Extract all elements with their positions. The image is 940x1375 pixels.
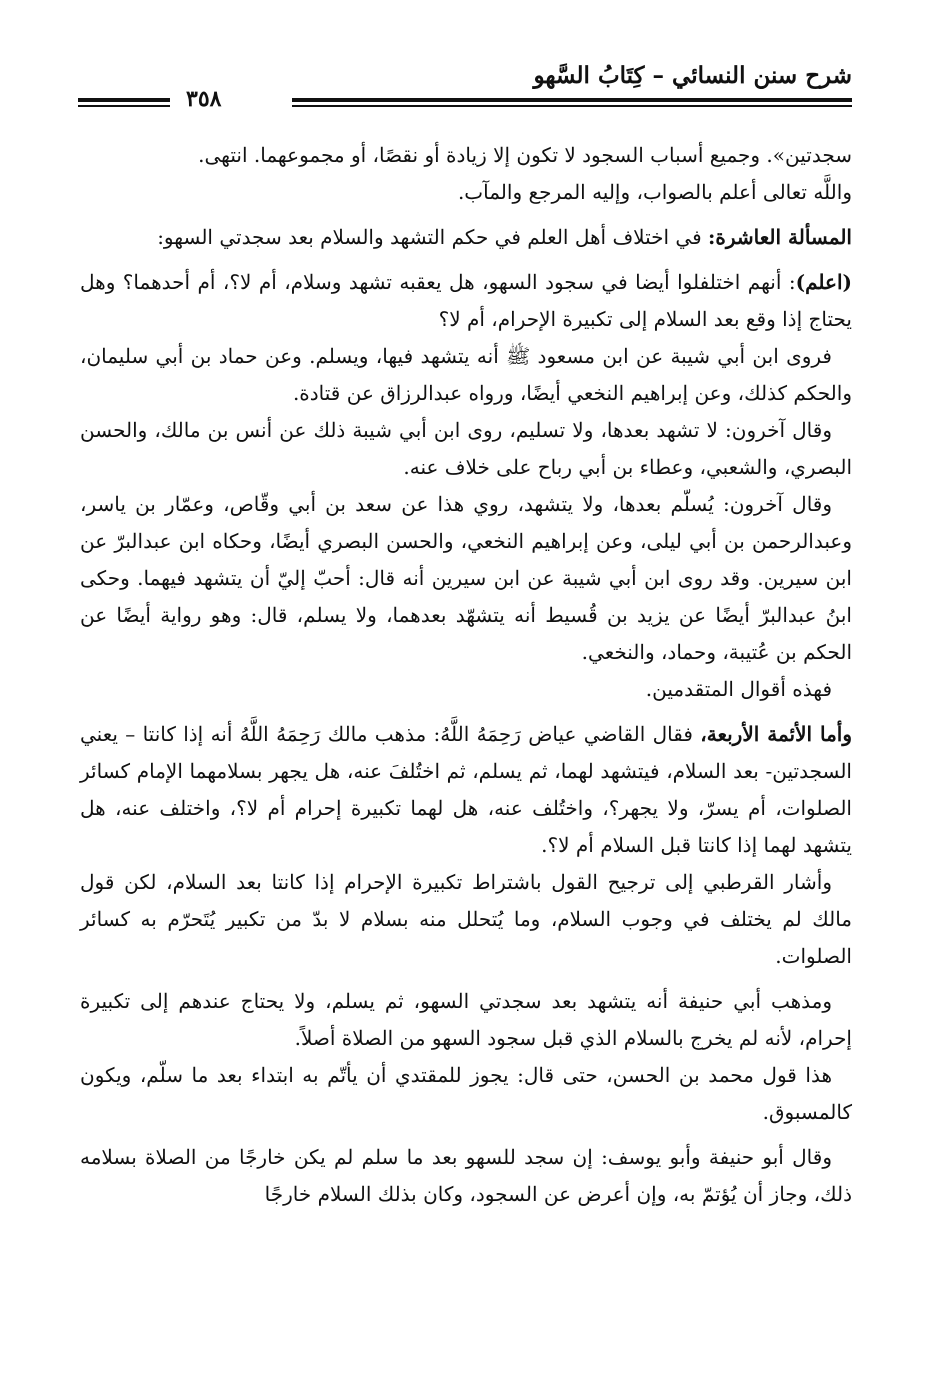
paragraph-1: سجدتين». وجميع أسباب السجود لا تكون إلا زيادة أو نقصًا، أو مجموعهما. انتهى. [198, 143, 852, 167]
lead-heading: (اعلم) [795, 270, 852, 294]
lead-heading: وأما الأئمة الأربعة، [700, 722, 853, 746]
paragraph-2: واللَّه تعالى أعلم بالصواب، وإليه المرجع والمآب. [457, 180, 852, 204]
paragraph-11: ومذهب أبي حنيفة أنه يتشهد بعد سجدتي السهو، ثم يسلم، ولا يحتاج عندهم إلى تكبيرة إحرام، لأنه لم يخرج بالسلام الذي قبل سجود السهو من الصلاة أصلاً. [80, 989, 852, 1050]
header-rule-thick [292, 98, 852, 102]
paragraph-3: المسألة العاشرة: في اختلاف أهل العلم في حكم التشهد والسلام بعد سجدتي السهو: [157, 225, 852, 249]
paragraph-12: هذا قول محمد بن الحسن، حتى قال: يجوز للمقتدي أن يأتّم به ابتداء بعد ما سلّم، ويكون كالمسبوق. [80, 1063, 852, 1124]
paragraph-8: فهذه أقوال المتقدمين. [645, 677, 832, 701]
paragraph-6: وقال آخرون: لا تشهد بعدها، ولا تسليم، روى ابن أبي شيبة ذلك عن أنس بن مالك، والحسن البصري، والشعبي، وعطاء بن أبي رباح على خلاف عنه. [80, 418, 852, 479]
page-number: ٣٥٨ [186, 86, 222, 112]
paragraph-10: وأشار القرطبي إلى ترجيح القول باشتراط تكبيرة الإحرام إذا كانتا بعد السلام، لكن قول مالك لم يختلف في وجوب السلام، وما يُتحلل منه بسلام لا بدّ من تكبير يُتَحرّم به كسائر الصلوات. [80, 870, 852, 968]
header-rule-left-thin [78, 105, 170, 107]
header-rule-left-thick [78, 98, 170, 102]
paragraph-4: (اعلم): أنهم اختلفلوا أيضا في سجود السهو، هل يعقبه تشهد وسلام، أم لا؟، أم أحدهما؟ وهل يحتاج إذا وقع بعد السلام إلى تكبيرة الإحرام، أم لا؟ [80, 270, 852, 331]
running-title: شرح سنن النسائي – كِتَابُ السَّهو [533, 62, 852, 89]
paragraph-13: وقال أبو حنيفة وأبو يوسف: إن سجد للسهو بعد ما سلم لم يكن خارجًا من الصلاة بسلامه ذلك، وجاز أن يُؤتمّ به، وإن أعرض عن السجود، وكان بذلك السلام خارجًا [80, 1145, 852, 1206]
paragraph-9: وأما الأئمة الأربعة، فقال القاضي عياض رَحِمَهُ اللَّهُ: مذهب مالك رَحِمَهُ اللَّهُ أنه إذا كانتا – يعني السجدتين- بعد السلام، فيتشهد لهما، ثم يسلم، ثم اختُلفَ عنه، هل يجهر بسلامهما الإمام كسائر الصلوات، أم يسرّ، ولا يجهر؟، واختُلف عنه، هل لهما تكبيرة إحرام أم لا؟، واختلف عنه، هل يتشهد لهما إذا كانتا قبل السلام أم لا؟. [80, 722, 853, 857]
paragraph-7: وقال آخرون: يُسلّم بعدها، ولا يتشهد، روي هذا عن سعد بن أبي وقّاص، وعمّار بن ياسر، وعبدالرحمن بن أبي ليلى، وعن إبراهيم النخعي، والحسن البصري أيضًا، وحكاه ابن عبدالبرّ عن ابن سيرين. وقد روى ابن أبي شيبة عن ابن سيرين أنه قال: أحبّ إليّ أن يتشهد فيهما. وحكى ابنُ عبدالبرّ أيضًا عن يزيد بن قُسيط أنه يتشهّد بعدهما، ولا يسلم، قال: وهو رواية أيضًا عن الحكم بن عُتيبة، وحماد، والنخعي. [80, 492, 852, 664]
lead-heading: المسألة العاشرة: [708, 225, 852, 249]
page-header [78, 52, 852, 112]
body-text [80, 137, 852, 1213]
paragraph-5: فروى ابن أبي شيبة عن ابن مسعود ﷺ أنه يتشهد فيها، ويسلم. وعن حماد بن أبي سليمان، والحكم كذلك، وعن إبراهيم النخعي أيضًا، ورواه عبدالرزاق عن قتادة. [80, 344, 852, 405]
header-rule-thin [292, 105, 852, 107]
